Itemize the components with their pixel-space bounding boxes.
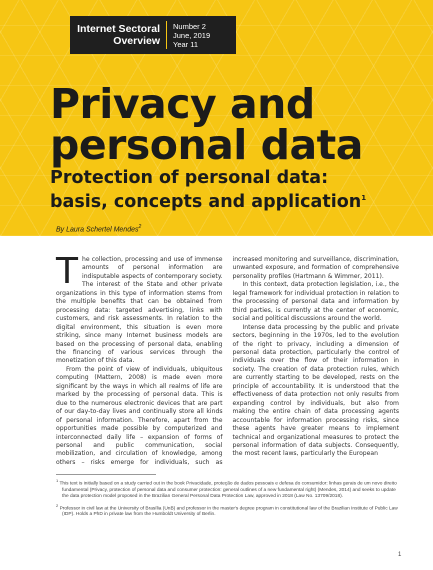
publication-name-line1: Internet Sectoral [77, 23, 160, 35]
subtitle-line1: Protection of personal data: [50, 168, 329, 188]
issue-date: June, 2019 [173, 30, 211, 40]
author-byline [56, 224, 141, 233]
paragraph-4: Intense data processing by the public and private sectors, beginning in the 1970s, led to the evolution of the right to privacy, including a dimension of personal data protection, particularly the control of individuals over the flow of their information in society. The creation of data protection rules, which are currently starting to be developed, rests on the principle of accountability. It is understood that the effectiveness of data protection not only results from expanding control by individuals, but also from making the entire chain of data processing agents accountable for information processing risks, since these agents have greater means to implement technical and organizational measures to protect the personal information of data subjects. Consequently, the most recent laws, particularly the European [232, 323, 399, 458]
page-title [50, 80, 363, 169]
footnote-ref-1[interactable]: 1 [361, 194, 367, 202]
publication-badge [70, 16, 236, 54]
page-number: 1 [398, 552, 402, 558]
paragraph-1 [56, 251, 223, 366]
footnote-divider [56, 474, 156, 475]
footnote-ref-2[interactable]: 2 [138, 224, 142, 230]
issue-info [167, 22, 210, 49]
paragraph-3: In this context, data protection legislation, i.e., the legal framework for individual protection in relation to the processing of personal data and information by third parties, is currently at the center of economic, social and political discussions around the world. [232, 281, 399, 323]
publication-name [70, 23, 166, 47]
footnote-1-text: This text is initially based on a study carried out in the book Privacidade, proteção de dados pessoais e defesa do consumidor: linhas gerais de um novo direito fundamental (Privacy, protection of personal data and consumer protection: general outlines of a new fundamental right) (Mendes, 2014) and seeks to update the data protection model proposed in the Brazilian General Personal Data Protection Law, approved in 2018 (Law No. 13709/2018). [59, 481, 397, 499]
footnote-1 [56, 478, 399, 500]
drop-cap: T [56, 251, 78, 292]
subtitle-line2-wrap [50, 188, 366, 212]
article-body [56, 251, 399, 470]
footnote-2-mark: 2 [56, 502, 59, 508]
footnote-1-mark: 1 [56, 478, 59, 483]
author-name: By Laura Schertel Mendes [56, 226, 139, 234]
header-banner [0, 0, 433, 236]
issue-year: Year 11 [173, 39, 199, 49]
footnote-2 [56, 503, 399, 519]
footnote-2-text: Professor in civil law at the University of Brasília (UnB) and professor in the master's degree program in constitutional law of the Brazilian Institute of Public Law (IDP). Holds a PhD in private law from the Humboldt University of Berlin. [59, 506, 398, 518]
issue-number: Number 2 [173, 21, 206, 31]
subtitle-line2: basis, concepts and application [50, 191, 362, 212]
footnotes [56, 478, 399, 521]
title-line1: Privacy and [50, 80, 315, 128]
page-subtitle [50, 168, 366, 212]
paragraph-1-text: he collection, processing and use of immense amounts of personal information are indisputable aspects of contemporary society. The interest of the State and other private organizations in this type of information stems from the multiple benefits that can be obtained from processing data: targeted advertising, links with customers, and risk assessments. In relation to the digital environment, this situation is even more striking, since many Internet business models are based on the processing of personal data, enabling the financing of various services through the monetization of this data. [56, 256, 223, 365]
paragraph-2: From the point of view of individuals, ubiquitous computing (Mattern, 2008) is made even more significant by the ways in which all realms of life are marked by the processing of personal data. This is due to the numerous electronic devices that are part of our day-to-day lives and continually store all kinds of personal information. Therefore, apart from the opportunities made possible by computerized and interconnected daily life – expansion of forms of personal and public communication, social mobilization, and circulation of knowledge, among others – risks emerge for individuals, such as increased monitoring and surveillance, discrimination, unwanted exposure, and formation of comprehensive personality profiles (Hartmann & Wimmer, 2011). [56, 256, 399, 466]
title-line2: personal data [50, 121, 363, 169]
publication-name-line2: Overview [113, 35, 160, 47]
